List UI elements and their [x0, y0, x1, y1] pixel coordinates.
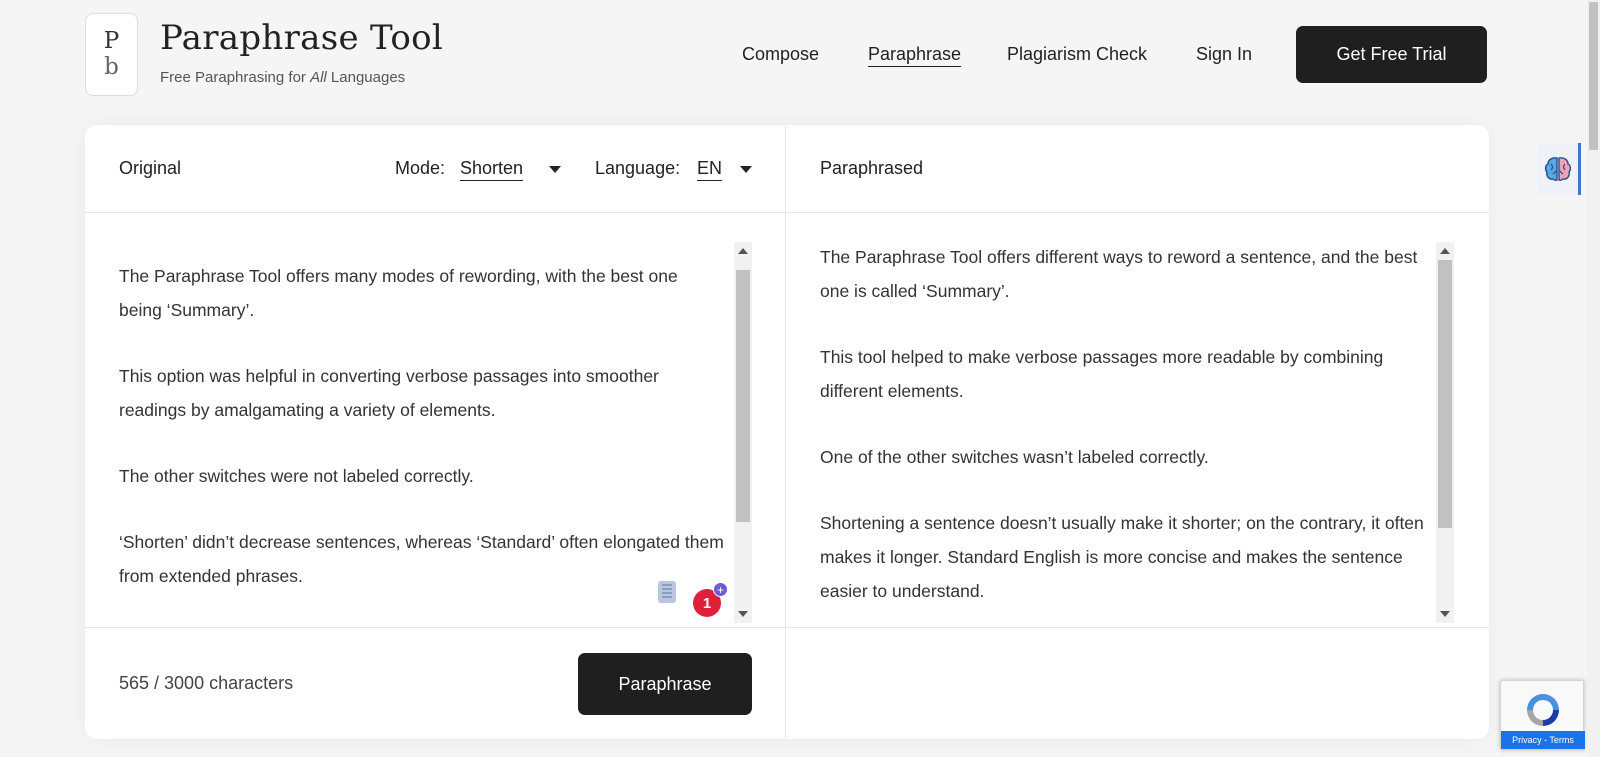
original-paragraph: The other switches were not labeled correctly. [119, 466, 474, 486]
paraphrased-scroll-thumb[interactable] [1438, 260, 1452, 528]
nav-paraphrase[interactable]: Paraphrase [868, 44, 962, 64]
recaptcha-footer[interactable]: Privacy - Terms [1501, 731, 1585, 749]
paraphrased-paragraph: The Paraphrase Tool offers different ways to reword a sentence, and the best one is called ‘Summary’. [820, 247, 1418, 301]
brand-subtitle-emphasis: All [310, 69, 327, 86]
scroll-up-arrow-icon[interactable] [738, 248, 748, 254]
page-scrollbar[interactable] [1587, 0, 1600, 757]
paraphrased-text-output[interactable] [820, 240, 1425, 612]
paraphrased-paragraph: Shortening a sentence doesn’t usually make it shorter; on the contrary, it often makes it longer. Standard English is more concise and makes the sentence easier to understand. [820, 513, 1424, 601]
paraphrased-paragraph: One of the other switches wasn’t labeled correctly. [820, 447, 1209, 467]
language-chevron-down-icon[interactable] [740, 166, 752, 173]
mode-label: Mode: [395, 158, 446, 178]
original-paragraph: ‘Shorten’ didn’t decrease sentences, whereas ‘Standard’ often elongated them from extended phrases. [119, 532, 724, 586]
brain-icon [1543, 154, 1573, 184]
original-text-input[interactable] [119, 259, 724, 604]
nav-plagiarism-check[interactable]: Plagiarism Check [1007, 44, 1148, 64]
recaptcha-icon [1522, 689, 1564, 731]
brain-extension-widget[interactable] [1537, 143, 1581, 195]
scroll-down-arrow-icon[interactable] [738, 611, 748, 617]
brand-title[interactable]: Paraphrase Tool [160, 18, 444, 58]
character-count: 565 / 3000 characters [119, 673, 294, 693]
language-label: Language: [595, 158, 681, 178]
original-paragraph: The Paraphrase Tool offers many modes of rewording, with the best one being ‘Summary’. [119, 266, 678, 320]
logo-letter-top: P [103, 28, 120, 54]
page-scroll-thumb[interactable] [1589, 2, 1598, 150]
mode-chevron-down-icon[interactable] [549, 166, 561, 173]
paraphrased-paragraph: This tool helped to make verbose passages more readable by combining different elements. [820, 347, 1384, 401]
logo-letter-bottom: b [104, 54, 119, 80]
header-divider [85, 212, 1489, 213]
paraphrase-button[interactable]: Paraphrase [578, 653, 752, 715]
extension-notification-badge[interactable]: 1 [693, 589, 721, 617]
language-select[interactable]: EN [697, 158, 723, 178]
paraphrased-scrollbar[interactable] [1436, 242, 1454, 623]
recaptcha-badge[interactable] [1500, 680, 1584, 750]
plus-icon[interactable]: + [713, 582, 728, 597]
get-free-trial-button[interactable]: Get Free Trial [1296, 26, 1487, 83]
logo[interactable] [85, 13, 138, 96]
original-scrollbar[interactable] [734, 242, 752, 623]
original-paragraph: This option was helpful in converting verbose passages into smoother readings by amalgamating a variety of elements. [119, 366, 659, 420]
footer-divider [85, 627, 1489, 628]
original-scroll-thumb[interactable] [736, 270, 750, 522]
site-header [0, 0, 1600, 112]
scroll-down-arrow-icon[interactable] [1440, 611, 1450, 617]
scroll-up-arrow-icon[interactable] [1440, 248, 1450, 254]
mode-select[interactable]: Shorten [460, 158, 524, 178]
paraphrased-panel-title: Paraphrased [820, 158, 924, 178]
brand-subtitle-prefix: Free Paraphrasing for [160, 69, 311, 86]
brand-subtitle [160, 69, 405, 86]
panel-divider [785, 125, 786, 739]
nav-sign-in[interactable]: Sign In [1196, 44, 1253, 64]
original-panel-title: Original [119, 158, 182, 178]
brand-subtitle-suffix: Languages [326, 69, 406, 86]
nav-compose[interactable]: Compose [742, 44, 820, 64]
extension-clipboard-icon[interactable] [658, 581, 676, 603]
